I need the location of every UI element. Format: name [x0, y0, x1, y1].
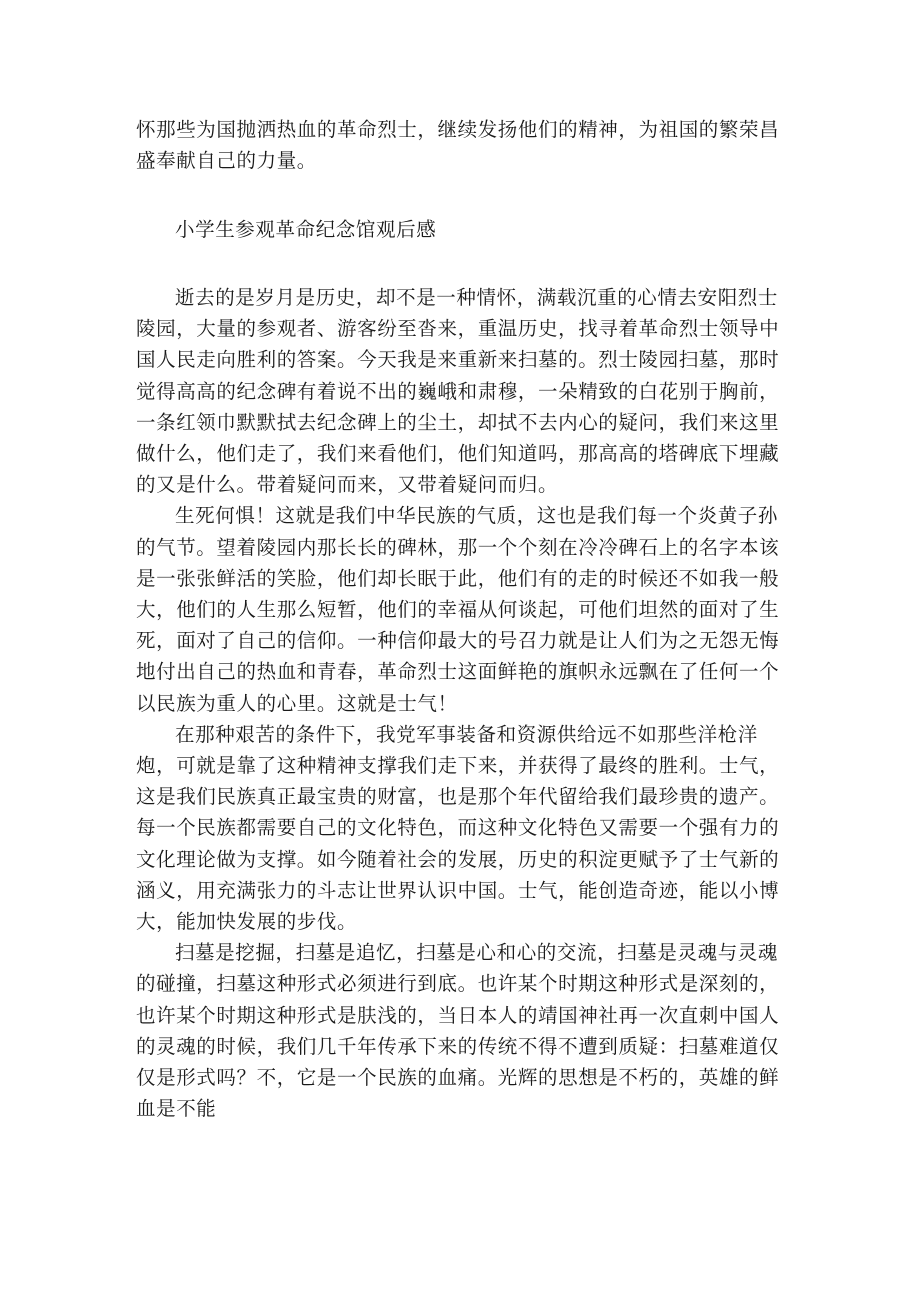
essay-paragraph: 逝去的是岁月是历史，却不是一种情怀，满载沉重的心情去安阳烈士陵园，大量的参观者、游客纷至沓来，重温历史，找寻着革命烈士领导中国人民走向胜利的答案。今天我是来重新来扫墓的。烈士陵园扫墓，那时觉得高高的纪念碑有着说不出的巍峨和肃穆，一朵精致的白花别于胸前，一条红领巾默默拭去纪念碑上的尘土，却拭不去内心的疑问，我们来这里做什么，他们走了，我们来看他们，他们知道吗，那高高的塔碑底下埋藏的又是什么。带着疑问而来，又带着疑问而归。 — [136, 286, 780, 497]
essay-paragraph: 生死何惧！这就是我们中华民族的气质，这也是我们每一个炎黄子孙的气节。望着陵园内那长长的碑林，那一个个刻在冷冷碑石上的名字本该是一张张鲜活的笑脸，他们却长眠于此，他们有的走的时候还不如我一般大，他们的人生那么短暂，他们的幸福从何谈起，可他们坦然的面对了生死，面对了自己的信仰。一种信仰最大的号召力就是让人们为之无怨无悔地付出自己的热血和青春，革命烈士这面鲜艳的旗帜永远飘在了任何一个以民族为重人的心里。这就是士气！ — [136, 504, 780, 715]
essay-paragraph: 在那种艰苦的条件下，我党军事装备和资源供给远不如那些洋枪洋炮，可就是靠了这种精神支撑我们走下来，并获得了最终的胜利。士气，这是我们民族真正最宝贵的财富，也是那个年代留给我们最珍贵的遗产。每一个民族都需要自己的文化特色，而这种文化特色又需要一个强有力的文化理论做为支撑。如今随着社会的发展，历史的积淀更赋予了士气新的涵义，用充满张力的斗志让世界认识中国。士气，能创造奇迹，能以小博大，能加快发展的步伐。 — [136, 722, 780, 934]
opening-fragment-paragraph: 怀那些为国抛洒热血的革命烈士，继续发扬他们的精神，为祖国的繁荣昌盛奉献自己的力量。 — [136, 118, 780, 173]
opening-fragment-block — [136, 114, 794, 176]
section-title: 小学生参观革命纪念馆观后感 — [175, 218, 437, 241]
essay-paragraph: 扫墓是挖掘，扫墓是追忆，扫墓是心和心的交流，扫墓是灵魂与灵魂的碰撞，扫墓这种形式必须进行到底。也许某个时期这种形式是深刻的，也许某个时期这种形式是肤浅的，当日本人的靖国神社再一次直刺中国人的灵魂的时候，我们几千年传承下来的传统不得不遭到质疑：扫墓难道仅仅是形式吗？不，它是一个民族的血痛。光辉的思想是不朽的，英雄的鲜血是不能 — [136, 941, 780, 1121]
essay-body — [136, 282, 794, 1124]
section-title-block — [136, 214, 794, 245]
